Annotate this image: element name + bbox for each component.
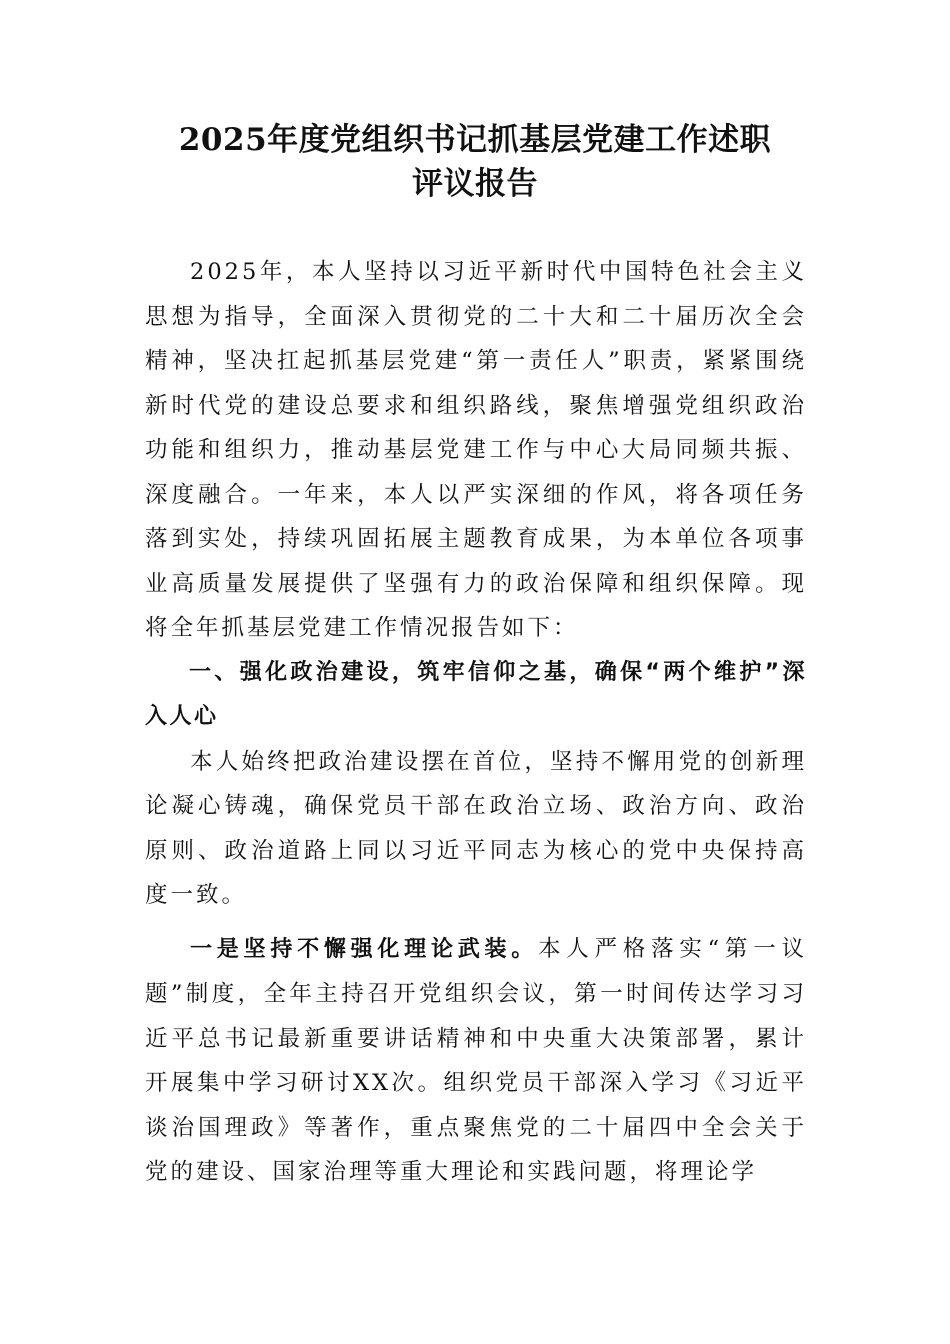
point-1-text: 本人严格落实“第一议题”制度，全年主持召开党组织会议，第一时间传达学习习近平总书记最新重要讲话精神和中央重大决策部署，累计开展集中学习研讨XX次。组织党员干部深入学习《习近平谈治国理政》等著作，重点聚焦党的二十届四中全会关于党的建设、国家治理等重大理论和实践问题，将理论学 <box>145 935 807 1185</box>
document-title-line-2: 评议报告 <box>412 166 538 202</box>
section-1-heading: 一、强化政治建设，筑牢信仰之基，确保“两个维护”深入人心 <box>145 659 807 729</box>
point-1-paragraph <box>145 927 807 1195</box>
document-body <box>145 250 807 1195</box>
document-title-line-1: 2025年度党组织书记抓基层党建工作述职 <box>178 122 772 158</box>
intro-paragraph: 2025年，本人坚持以习近平新时代中国特色社会主义思想为指导，全面深入贯彻党的二十大和二十届历次全会精神，坚决扛起抓基层党建“第一责任人”职责，紧紧围绕新时代党的建设总要求和组织路线，聚焦增强党组织政治功能和组织力，推动基层党建工作与中心大局同频共振、深度融合。一年来，本人以严实深细的作风，将各项任务落到实处，持续巩固拓展主题教育成果，为本单位各项事业高质量发展提供了坚强有力的政治保障和组织保障。现将全年抓基层党建工作情况报告如下： <box>145 259 807 641</box>
paragraph-gap <box>145 918 807 927</box>
section-1-intro-paragraph: 本人始终把政治建设摆在首位，坚持不懈用党的创新理论凝心铸魂，确保党员干部在政治立场、政治方向、政治原则、政治道路上同以习近平同志为核心的党中央保持高度一致。 <box>145 748 807 908</box>
point-1-lead: 一是坚持不懈强化理论武装。 <box>190 936 539 962</box>
